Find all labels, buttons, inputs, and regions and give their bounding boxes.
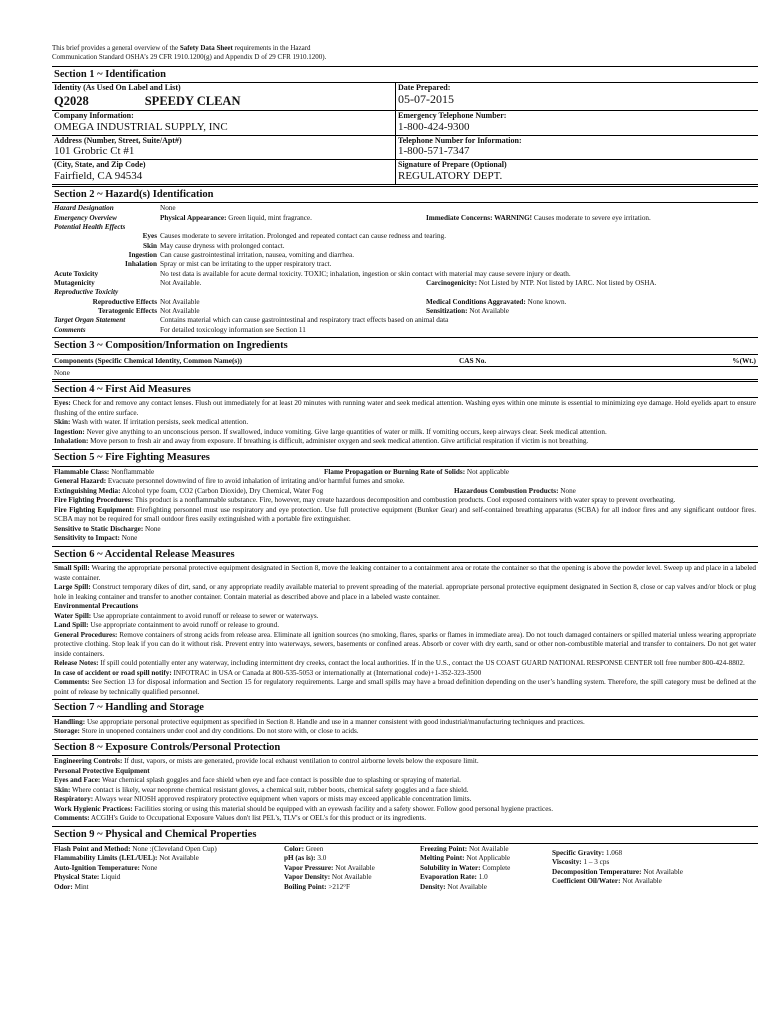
components-column-header: Components (Specific Chemical Identity, Common Name(s)) [54,355,243,365]
properties-col-1 [54,845,284,893]
respiratory [54,795,756,805]
small-spill-value: Wearing the appropriate personal protective equipment designated in Section 8, move the leaking container to a containment area or rotate the container so that the opening is above the powder level. Sweep up and place in a labeled waste container. [54,564,756,582]
city-cell [52,160,395,184]
general-hazard-value: Evacuate personnel downwind of fire to avoid inhalation of irritating and/or harmful fumes and smoke. [106,477,405,486]
density [420,883,552,893]
work-hygiene [54,805,756,815]
extinguishing-media-value: Alcohol type foam, CO2 (Carbon Dioxide), Dry Chemical, Water Fog [120,486,324,495]
boiling-point [284,883,420,893]
respiratory-value: Always wear NIOSH approved respiratory protective equipment when vapors or mists may exceed applicable concentration limits. [93,795,472,804]
product-code: Q2028 [54,93,89,108]
solubility [420,864,552,874]
reproductive-effects-value: Not Available [160,297,200,306]
first-aid-skin-value: Wash with water. If irritation persists, seek medical attention. [70,418,249,427]
impact-sensitivity [54,534,756,544]
storage-value: Store in unopened containers under cool and dry conditions. Do not store with, or close to acids. [79,727,359,736]
section-8-comments [54,814,756,824]
intro-line2: Communication Standard OSHA’s 29 CFR 1910.1200(g) and Appendix D of 29 CFR 1910.1200). [52,52,327,61]
impact-sensitivity-key: Sensitivity to Impact: [54,534,120,543]
boiling-point-value: >212°F [326,882,351,891]
vapor-density-key: Vapor Density: [284,873,331,882]
comments-key: Comments [54,325,86,334]
eyes-face-key: Eyes and Face: [54,776,101,785]
first-aid-eyes [54,399,756,418]
handling [54,718,756,728]
small-spill [54,564,756,583]
address-value: 101 Grobric Ct #1 [54,145,135,158]
ph [284,854,420,864]
info-phone-label: Telephone Number for Information: [398,135,522,145]
properties-col-2 [284,845,420,893]
freezing-point [420,845,552,855]
large-spill-value: Construct temporary dikes of dirt, sand, or any appropriate readily available material to prevent spreading of the material. appropriate personal protective equipment designated in Section 8, close or cap valves and/or block or plug hole in leaking container and transfer to another container. Contain material as described above and place in a labeled waste container. [54,583,756,601]
vapor-pressure [284,864,420,874]
intro-text [52,44,758,62]
composition-row-value: None [54,368,70,378]
section-4-title: Section 4 ~ First Aid Measures [52,381,758,399]
density-value: Not Available [445,882,487,891]
general-procedures-value: Remove containers of strong acids from release area. Eliminate all ignition sources (no smoking, flares, sparks or flames in immediate area). Do not touch damaged containers or spilled material unless wearing appropriate protective clothing. Stop leak if you can do it without risk. Prevent entry into waterways, sewers, basements or confined areas. Absorb or cover with dry earth, sand or other non-combustible material and transfer to containers. Do not get water inside containers. [54,630,757,658]
section-7-title: Section 7 ~ Handling and Storage [52,699,758,717]
accident-notify-key: In case of accident or road spill notify: [54,668,172,677]
date-value: 05-07-2015 [398,91,454,106]
auto-ignition-value: None [139,863,158,872]
ph-value: 3.0 [315,854,327,863]
immediate-concerns [426,214,760,223]
skin-protection [54,786,756,796]
eyes-key: Eyes [142,232,157,241]
color [284,845,420,855]
engineering-controls [54,757,756,767]
viscosity-key: Viscosity: [552,858,582,867]
physical-appearance-key: Physical Appearance: [160,213,227,222]
ph-key: pH (as is): [284,854,316,863]
color-value: Green [303,844,324,853]
flammability-limits-key: Flammability Limits (LEL/UEL): [54,854,158,863]
skin-protection-value: Where contact is likely, wear neoprene chemical resistant gloves, a chemical suit, rubber boots, chemical safety goggles and a face shield. [70,785,469,794]
immediate-concerns-key: Immediate Concerns: WARNING! [426,213,533,222]
general-procedures-key: General Procedures: [54,630,118,639]
first-aid-eyes-key: Eyes: [54,399,71,408]
info-phone-value: 1-800-571-7347 [398,145,470,158]
accident-notify-value: INFOTRAC in USA or Canada at 800-535-5053 or internationally at (International code)+1-352-323-3500 [171,668,482,677]
release-notes [54,659,756,669]
work-hygiene-value: Facilities storing or using this material should be equipped with an eyewash facility and a safety shower. Follow good personal hygiene practices. [132,804,554,813]
section-8-title: Section 8 ~ Exposure Controls/Personal Protection [52,739,758,757]
first-aid-skin-key: Skin: [54,418,71,427]
eyes-face [54,776,756,786]
static-discharge-key: Sensitive to Static Discharge: [54,524,144,533]
first-aid-inhalation-value: Move person to fresh air and away from exposure. If breathing is difficult, administer oxygen and seek medical attention. Give artificial respiration if victim is not breathing. [88,437,589,446]
hazard-designation-value: None [160,204,176,213]
physical-state-key: Physical State: [54,873,100,882]
color-key: Color: [284,844,304,853]
section-4-body [52,398,758,448]
target-organ-value: Contains material which can cause gastrointestinal and respiratory tract effects based on animal data [160,316,449,325]
physical-appearance [160,214,426,223]
large-spill-key: Large Spill: [54,583,91,592]
medical-conditions [426,298,760,307]
emergency-cell [395,111,758,135]
eyes-value: Causes moderate to severe irritation. Prolonged and repeated contact can cause redness and tearing. [160,232,446,241]
water-spill-key: Water Spill: [54,611,92,620]
emergency-label: Emergency Telephone Number: [398,111,507,121]
static-discharge [54,525,756,535]
land-spill-value: Use appropriate containment to avoid runoff or release to ground. [88,621,280,630]
section-9-title: Section 9 ~ Physical and Chemical Properties [52,826,758,844]
storage [54,727,756,737]
mutagenicity-value: Not Available. [160,279,202,288]
emergency-overview-key: Emergency Overview [54,213,117,222]
viscosity [552,858,760,868]
engineering-controls-key: Engineering Controls: [54,757,123,766]
section-9-body [52,844,758,894]
acute-toxicity-key: Acute Toxicity [54,269,99,278]
decomposition-temperature [552,868,760,878]
info-phone-cell [395,136,758,160]
composition-row-cas [459,368,649,377]
flammable-row [54,468,756,478]
physical-state-value: Liquid [99,873,121,882]
solubility-key: Solubility in Water: [420,863,481,872]
section-2-title: Section 2 ~ Hazard(s) Identification [52,186,758,204]
signature-label: Signature of Prepare (Optional) [398,160,507,170]
flammability-limits-value: Not Available [157,854,199,863]
first-aid-inhalation-key: Inhalation: [54,437,89,446]
section-8-comments-value: ACGIH's Guide to Occupational Exposure Values don't list PEL's, TLV's or OEL's for this product or its ingredients. [89,814,427,823]
date-label: Date Prepared: [398,83,451,93]
hazardous-combustion-value: None [558,486,576,495]
cas-column-header: CAS No. [459,355,487,365]
extinguishing-media [54,487,454,497]
density-key: Density: [420,882,446,891]
inhalation-key: Inhalation [125,260,157,269]
freezing-point-value: Not Available [467,844,509,853]
section-6-comments-value: See Section 13 for disposal information and Section 15 for regulatory requirements. Large and small spills may have a broad definition depending on the user’s handling system. Therefore, the spill category must be defined at the point of release by technically qualified personnel. [54,678,756,696]
auto-ignition-key: Auto-Ignition Temperature: [54,863,140,872]
reproductive-toxicity-spacer [160,288,760,297]
engineering-controls-value: If dust, vapors, or mists are generated, provide local exhaust ventilation to control airborne levels below the exposure limit. [122,757,479,766]
composition-row [52,367,758,379]
release-notes-value: If spill could potentially enter any waterway, including intermittent dry creeks, contact the local authorities. If in the U.S., contact the US COAST GUARD NATIONAL RESPONSE CENTER toll free number 800-424-8802. [98,659,745,668]
respiratory-key: Respiratory: [54,795,94,804]
land-spill [54,621,756,631]
reproductive-toxicity-key: Reproductive Toxicity [54,288,119,297]
city-label: (City, State, and Zip Code) [54,160,146,170]
coefficient-oil-water-key: Coefficient Oil/Water: [552,877,621,886]
work-hygiene-key: Work Hygienic Practices: [54,804,133,813]
extinguishing-media-key: Extinguishing Media: [54,486,121,495]
properties-col-4 [552,845,760,893]
melting-point-key: Melting Point: [420,854,465,863]
inhalation-value: Spray or mist can be irritating to the upper respiratory tract. [160,260,332,269]
odor-value: Mint [72,882,89,891]
address-cell [52,136,395,160]
intro-line1-bold: Safety Data Sheet [179,44,233,52]
flash-point-key: Flash Point and Method: [54,844,131,853]
weight-column-header: %(Wt.) [732,355,756,365]
environmental-precautions [54,602,756,612]
immediate-concerns-value: Causes moderate to severe eye irritation. [532,213,651,222]
land-spill-key: Land Spill: [54,621,89,630]
first-aid-skin [54,418,756,428]
ingestion-value: Can cause gastrointestinal irritation, nausea, vomiting and diarrhea. [160,250,355,259]
product-name: SPEEDY CLEAN [144,93,241,108]
emergency-value: 1-800-424-9300 [398,120,470,133]
solubility-value: Complete [480,863,511,872]
product-identity [54,93,393,109]
potential-health-spacer [160,223,760,232]
large-spill [54,583,756,602]
vapor-density-value: Not Available [330,873,372,882]
carcinogenicity [426,279,760,288]
flash-point [54,845,284,855]
fire-equipment [54,506,756,525]
mutagenicity-key: Mutagenicity [54,279,95,288]
impact-sensitivity-value: None [119,534,138,543]
section-5-title: Section 5 ~ Fire Fighting Measures [52,449,758,467]
extinguishing-row [54,487,756,497]
boiling-point-key: Boiling Point: [284,882,327,891]
comments-value: For detailed toxicology information see Section 11 [160,325,306,334]
hazardous-combustion-key: Hazardous Combustion Products: [454,486,559,495]
skin-protection-key: Skin: [54,785,71,794]
address-label: Address (Number, Street, Suite/Apt#) [54,135,182,145]
section-5-body [52,467,758,545]
sensitization [426,307,760,316]
section-2-body [52,203,758,336]
signature-value: REGULATORY DEPT. [398,169,503,182]
coefficient-oil-water [552,877,760,887]
first-aid-inhalation [54,437,756,447]
flammable-class-key: Flammable Class: [54,467,110,476]
first-aid-ingestion-key: Ingestion: [54,427,85,436]
decomposition-temperature-value: Not Available [641,867,683,876]
hazard-designation-key: Hazard Designation [54,204,114,213]
first-aid-eyes-value: Check for and remove any contact lenses. Flush out immediately for at least 20 minutes with running water and seek medical attention. Washing eyes within one minute is essential to minimizing eye damage. Hold eyelids apart to ensure flushing of the entire surface. [54,399,756,417]
flash-point-value: None :(Cleveland Open Cup) [130,844,217,853]
flame-propagation-value: Not applicable [465,467,510,476]
evaporation-rate-value: 1.0 [476,873,488,882]
accident-notify [54,669,756,679]
intro-line1-post: requirements in the Hazard [232,44,311,52]
signature-cell [395,160,758,184]
viscosity-value: 1 – 3 cps [581,858,610,867]
section-6-comments [54,678,756,697]
sds-document [52,44,758,893]
vapor-pressure-value: Not Available [333,863,375,872]
ppe-heading [54,767,756,777]
physical-state [54,873,284,883]
ppe-key: Personal Protective Equipment [54,766,150,775]
fire-equipment-value: Firefighting personnel must use respiratory and eye protection. Use full protective equipment (Bunker Gear) and self-contained breathing apparatus (SCBA) for all indoor fires and any significant outdoor fires. SCBA may not be required for small outdoor fires easily extinguished with a portable fire extinguisher. [54,505,756,524]
section-1-grid [52,83,758,184]
sensitization-value: Not Available [467,307,509,316]
section-7-body [52,717,758,738]
auto-ignition [54,864,284,874]
composition-row-weight [649,368,760,377]
section-8-body [52,756,758,825]
small-spill-key: Small Spill: [54,564,90,573]
reproductive-effects-key: Reproductive Effects [92,297,157,306]
melting-point [420,854,552,864]
section-6-comments-key: Comments: [54,678,90,687]
melting-point-value: Not Applicable [464,854,511,863]
odor [54,883,284,893]
first-aid-ingestion-value: Never give anything to an unconscious person. If swallowed, induce vomiting. Give large quantities of water or milk. If vomiting occurs, keep airways clear. Seek medical attention. [84,427,607,436]
specific-gravity-value: 1.068 [604,848,623,857]
general-procedures [54,631,756,660]
section-8-comments-key: Comments: [54,814,90,823]
environmental-precautions-key: Environmental Precautions [54,602,139,611]
static-discharge-value: None [143,524,161,533]
properties-col-3 [420,845,552,893]
water-spill [54,612,756,622]
intro-line1-pre: This brief provides a general overview of the [52,44,180,52]
skin-value: May cause dryness with prolonged contact. [160,241,285,250]
composition-header [52,355,758,367]
potential-health-key: Potential Health Effects [54,222,126,231]
skin-key: Skin [143,241,157,250]
ingestion-key: Ingestion [128,250,157,259]
eyes-face-value: Wear chemical splash goggles and face shield when eye and face contact is possible due to splashing or spraying of material. [100,776,461,785]
coefficient-oil-water-value: Not Available [620,877,662,886]
carcinogenicity-value: Not Listed by NTP. Not listed by IARC. Not listed by OSHA. [476,279,657,288]
evaporation-rate [420,873,552,883]
company-label: Company Information: [54,111,134,121]
medical-conditions-key: Medical Conditions Aggravated: [426,297,526,306]
first-aid-ingestion [54,428,756,438]
vapor-pressure-key: Vapor Pressure: [284,863,334,872]
section-1-title: Section 1 ~ Identification [52,66,758,84]
identity-cell [52,83,395,111]
city-value: Fairfield, CA 94534 [54,169,143,182]
handling-key: Handling: [54,717,86,726]
flammability-limits [54,854,284,864]
flammable-class-value: Nonflammable [109,467,155,476]
odor-key: Odor: [54,882,73,891]
fire-procedures [54,496,756,506]
release-notes-key: Release Notes: [54,659,99,668]
fire-procedures-value: This product is a nonflammable substance. Fire, however, may create hazardous decomposition and combustion products. Cool exposed containers with water spray to prevent overheating. [133,496,676,505]
general-hazard-key: General Hazard: [54,477,107,486]
specific-gravity-key: Specific Gravity: [552,848,605,857]
freezing-point-key: Freezing Point: [420,844,468,853]
flame-propagation-key: Flame Propagation or Burning Rate of Solids: [324,467,466,476]
flame-propagation [324,468,760,478]
water-spill-value: Use appropriate containment to avoid runoff or release to sewer or waterways. [91,611,319,620]
acute-toxicity-value: No test data is available for acute dermal toxicity. TOXIC; inhalation, ingestion or skin contact with material may cause severe injury or death. [160,269,571,278]
physical-appearance-value: Green liquid, mint fragrance. [226,213,312,222]
carcinogenicity-key: Carcinogenicity: [426,279,477,288]
teratogenic-effects-key: Teratogenic Effects [97,307,157,316]
company-cell [52,111,395,135]
flammable-class [54,468,324,478]
specific-gravity [552,849,760,859]
company-value: OMEGA INDUSTRIAL SUPPLY, INC [54,120,228,133]
fire-procedures-key: Fire Fighting Procedures: [54,496,134,505]
vapor-density [284,873,420,883]
general-hazard [54,477,756,487]
identity-label: Identity (As Used On Label and List) [54,83,181,93]
hazardous-combustion [454,487,760,497]
medical-conditions-value: None known. [525,297,567,306]
section-6-title: Section 6 ~ Accidental Release Measures [52,546,758,564]
target-organ-key: Target Organ Statement [54,316,126,325]
decomposition-temperature-key: Decomposition Temperature: [552,867,642,876]
fire-equipment-key: Fire Fighting Equipment: [54,505,135,514]
teratogenic-effects-value: Not Available [160,307,200,316]
evaporation-rate-key: Evaporation Rate: [420,873,477,882]
section-3-title: Section 3 ~ Composition/Information on Ingredients [52,337,758,355]
section-6-body [52,563,758,698]
date-cell [395,83,758,111]
handling-value: Use appropriate personal protective equipment as specified in Section 8. Handle and use in a manner consistent with good industrial/manufacturing techniques and practices. [85,717,585,726]
storage-key: Storage: [54,727,80,736]
sensitization-key: Sensitization: [426,307,468,316]
